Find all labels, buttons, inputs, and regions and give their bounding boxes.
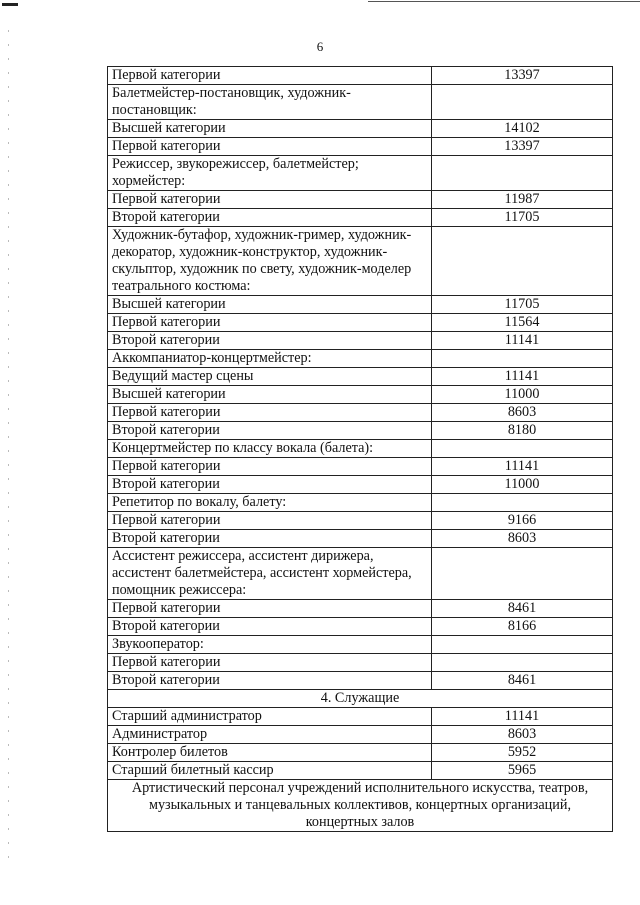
salary-value-cell: 13397 (432, 138, 613, 156)
position-name-cell: Второй категории (108, 530, 432, 548)
salary-value-cell (432, 227, 613, 296)
salary-value-cell (432, 548, 613, 600)
position-name-cell: Второй категории (108, 672, 432, 690)
salary-value-cell (432, 350, 613, 368)
position-name-cell: Контролер билетов (108, 744, 432, 762)
table-row (108, 654, 613, 672)
table-row (108, 209, 613, 227)
table-row (108, 618, 613, 636)
table-row (108, 404, 613, 422)
position-name-cell: Высшей категории (108, 296, 432, 314)
salary-value-cell: 8461 (432, 600, 613, 618)
position-name-cell: Аккомпаниатор-концертмейстер: (108, 350, 432, 368)
table-row (108, 138, 613, 156)
table-row (108, 530, 613, 548)
salary-value-cell: 11000 (432, 476, 613, 494)
table-row (108, 332, 613, 350)
salary-value-cell: 8180 (432, 422, 613, 440)
position-name-cell: Репетитор по вокалу, балету: (108, 494, 432, 512)
position-name-cell: Второй категории (108, 618, 432, 636)
table-row (108, 726, 613, 744)
salary-value-cell (432, 494, 613, 512)
scan-punch-dots (8, 30, 9, 870)
salary-value-cell (432, 636, 613, 654)
position-name-cell: Второй категории (108, 332, 432, 350)
position-name-cell: Первой категории (108, 600, 432, 618)
salary-value-cell: 8461 (432, 672, 613, 690)
table-row (108, 672, 613, 690)
salary-value-cell (432, 440, 613, 458)
table-row (108, 368, 613, 386)
position-name-cell: Второй категории (108, 209, 432, 227)
position-name-cell: Старший администратор (108, 708, 432, 726)
table-row (108, 744, 613, 762)
table-row (108, 458, 613, 476)
table-row (108, 708, 613, 726)
position-name-cell: Старший билетный кассир (108, 762, 432, 780)
table-row (108, 600, 613, 618)
table-row (108, 191, 613, 209)
salary-table (107, 66, 613, 832)
salary-value-cell: 11705 (432, 209, 613, 227)
position-name-cell: Второй категории (108, 476, 432, 494)
position-name-cell: Высшей категории (108, 386, 432, 404)
table-row (108, 548, 613, 600)
salary-value-cell: 11141 (432, 332, 613, 350)
section-title: 4. Служащие (108, 690, 613, 708)
salary-value-cell: 11141 (432, 708, 613, 726)
salary-value-cell: 11141 (432, 458, 613, 476)
salary-value-cell (432, 156, 613, 191)
table-row (108, 762, 613, 780)
salary-value-cell: 11987 (432, 191, 613, 209)
salary-value-cell: 14102 (432, 120, 613, 138)
salary-value-cell (432, 654, 613, 672)
salary-value-cell: 8166 (432, 618, 613, 636)
salary-value-cell: 11141 (432, 368, 613, 386)
position-name-cell: Ассистент режиссера, ассистент дирижера, ассистент балетмейстера, ассистент хормейстера, помощник режиссера: (108, 548, 432, 600)
salary-value-cell: 13397 (432, 67, 613, 85)
position-name-cell: Второй категории (108, 422, 432, 440)
position-name-cell: Первой категории (108, 654, 432, 672)
position-name-cell: Балетмейстер-постановщик, художник-постановщик: (108, 85, 432, 120)
table-row (108, 440, 613, 458)
position-name-cell: Художник-бутафор, художник-гример, художник-декоратор, художник-конструктор, художник-скульптор, художник по свету, художник-моделер театрального костюма: (108, 227, 432, 296)
position-name-cell: Первой категории (108, 512, 432, 530)
table-row (108, 350, 613, 368)
table-row (108, 120, 613, 138)
salary-value-cell: 9166 (432, 512, 613, 530)
table-row (108, 386, 613, 404)
position-name-cell: Первой категории (108, 314, 432, 332)
position-name-cell: Первой категории (108, 191, 432, 209)
table-row (108, 296, 613, 314)
salary-value-cell: 8603 (432, 404, 613, 422)
table-row (108, 227, 613, 296)
section-header-row (108, 690, 613, 708)
scan-edge-line (368, 1, 640, 2)
table-body (108, 67, 613, 832)
table-row (108, 85, 613, 120)
position-name-cell: Режиссер, звукорежиссер, балетмейстер; хормейстер: (108, 156, 432, 191)
table-row (108, 512, 613, 530)
page-number: 6 (316, 39, 324, 54)
position-name-cell: Первой категории (108, 404, 432, 422)
footer-row (108, 780, 613, 832)
salary-value-cell: 5952 (432, 744, 613, 762)
position-name-cell: Звукооператор: (108, 636, 432, 654)
table-row (108, 636, 613, 654)
table-row (108, 476, 613, 494)
salary-value-cell: 5965 (432, 762, 613, 780)
salary-value-cell: 11564 (432, 314, 613, 332)
footer-caption: Артистический персонал учреждений исполнительного искусства, театров, музыкальных и танцевальных коллективов, концертных организаций, концертных залов (108, 780, 613, 832)
table-row (108, 422, 613, 440)
salary-value-cell: 8603 (432, 530, 613, 548)
position-name-cell: Первой категории (108, 138, 432, 156)
position-name-cell: Высшей категории (108, 120, 432, 138)
table-row (108, 314, 613, 332)
salary-value-cell: 11000 (432, 386, 613, 404)
table-row (108, 156, 613, 191)
salary-value-cell: 8603 (432, 726, 613, 744)
position-name-cell: Администратор (108, 726, 432, 744)
table-row (108, 67, 613, 85)
scan-mark (2, 3, 18, 6)
position-name-cell: Первой категории (108, 67, 432, 85)
salary-value-cell: 11705 (432, 296, 613, 314)
position-name-cell: Первой категории (108, 458, 432, 476)
position-name-cell: Концертмейстер по классу вокала (балета): (108, 440, 432, 458)
salary-value-cell (432, 85, 613, 120)
position-name-cell: Ведущий мастер сцены (108, 368, 432, 386)
table-row (108, 494, 613, 512)
